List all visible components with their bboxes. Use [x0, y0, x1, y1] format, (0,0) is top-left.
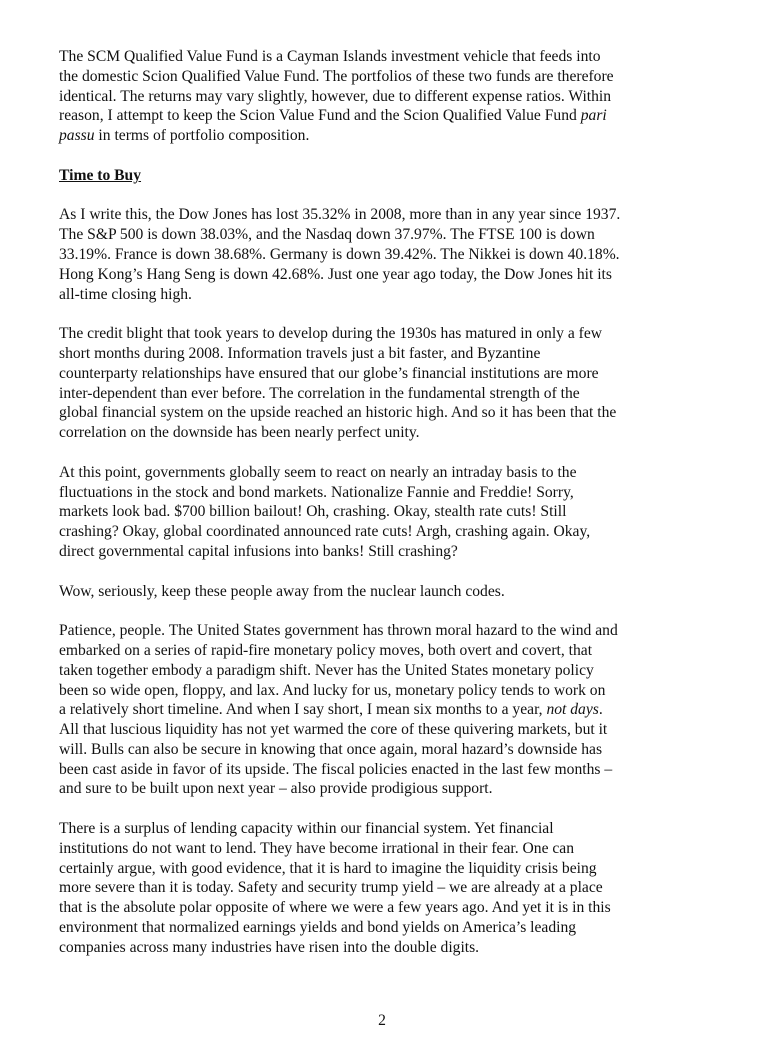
paragraph-lending-capacity [59, 819, 709, 958]
text-line: inter-dependent than ever before. The correlation in the fundamental strength of the [59, 384, 580, 402]
text-line: direct governmental capital infusions into banks! Still crashing? [59, 542, 458, 560]
text-line: companies across many industries have risen into the double digits. [59, 938, 480, 956]
text-line: taken together embody a paradigm shift. Never has the United States monetary policy [59, 661, 594, 679]
text-segment: in terms of portfolio composition. [94, 127, 310, 145]
text-segment: a relatively short timeline. And when I say short, I mean six months to a year, [59, 701, 547, 719]
text-line: environment that normalized earnings yields and bond yields on America’s leading [59, 919, 577, 937]
intro-paragraph [59, 47, 709, 146]
text-line: At this point, governments globally seem to react on nearly an intraday basis to the [59, 463, 577, 481]
text-line: been so wide open, floppy, and lax. And lucky for us, monetary policy tends to work on [59, 681, 606, 699]
text-line: Wow, seriously, keep these people away from the nuclear launch codes. [59, 582, 505, 600]
paragraph-government-reaction [59, 463, 709, 562]
italic-term: pari [580, 107, 607, 125]
text-line: markets look bad. $700 billion bailout! Oh, crashing. Okay, stealth rate cuts! Still [59, 503, 567, 521]
text-line: The SCM Qualified Value Fund is a Cayman Islands investment vehicle that feeds into [59, 48, 601, 65]
text-line: institutions do not want to lend. They have become irrational in their fear. One can [59, 839, 575, 857]
paragraph-launch-codes [59, 582, 709, 602]
text-line: more severe than it is today. Safety and security trump yield – we are already at a place [59, 879, 603, 897]
text-line: All that luscious liquidity has not yet warmed the core of these quivering markets, but it [59, 721, 608, 739]
page-number: 2 [378, 1012, 386, 1029]
paragraph-credit-blight [59, 324, 709, 443]
text-line: short months during 2008. Information travels just a bit faster, and Byzantine [59, 344, 541, 362]
text-line: and sure to be built upon next year – also provide prodigious support. [59, 780, 493, 798]
text-line: the domestic Scion Qualified Value Fund. The portfolios of these two funds are therefore [59, 67, 614, 85]
italic-term: not days [546, 701, 599, 719]
text-line: identical. The returns may vary slightly, however, due to different expense ratios. Within [59, 87, 612, 105]
text-line: counterparty relationships have ensured that our globe’s financial institutions are more [59, 364, 599, 382]
text-line: There is a surplus of lending capacity within our financial system. Yet financial [59, 820, 554, 838]
text-line: embarked on a series of rapid-fire monetary policy moves, both overt and covert, that [59, 641, 593, 659]
text-line: The credit blight that took years to develop during the 1930s has matured in only a few [59, 325, 603, 343]
text-line: that is the absolute polar opposite of where we were a few years ago. And yet it is in this [59, 899, 611, 917]
italic-term: passu [59, 127, 95, 145]
text-line: The S&P 500 is down 38.03%, and the Nasdaq down 37.97%. The FTSE 100 is down [59, 226, 595, 244]
paragraph-patience [59, 621, 709, 799]
text-line: will. Bulls can also be secure in knowing that once again, moral hazard’s downside has [59, 740, 603, 758]
text-line: 33.19%. France is down 38.68%. Germany is down 39.42%. The Nikkei is down 40.18%. [59, 245, 620, 263]
section-heading: Time to Buy [59, 166, 142, 184]
text-line: all-time closing high. [59, 285, 192, 303]
text-line [59, 106, 709, 126]
text-line: certainly argue, with good evidence, that it is hard to imagine the liquidity crisis being [59, 859, 597, 877]
text-segment: . [598, 701, 603, 719]
text-line: been cast aside in favor of its upside. The fiscal policies enacted in the last few months – [59, 760, 613, 778]
text-line: fluctuations in the stock and bond markets. Nationalize Fannie and Freddie! Sorry, [59, 483, 574, 501]
text-line: Hong Kong’s Hang Seng is down 42.68%. Just one year ago today, the Dow Jones hit its [59, 265, 612, 283]
text-column [59, 47, 709, 958]
text-line: As I write this, the Dow Jones has lost 35.32% in 2008, more than in any year since 1937. [59, 206, 621, 224]
text-line: crashing? Okay, global coordinated announced rate cuts! Argh, crashing again. Okay, [59, 523, 591, 541]
text-line: correlation on the downside has been nearly perfect unity. [59, 424, 420, 442]
text-line: global financial system on the upside reached an historic high. And so it has been that the [59, 404, 617, 422]
text-line [59, 126, 709, 146]
text-segment: reason, I attempt to keep the Scion Value Fund and the Scion Qualified Value Fund [59, 107, 577, 125]
text-line: Patience, people. The United States government has thrown moral hazard to the wind and [59, 622, 618, 640]
paragraph-market-declines [59, 205, 709, 304]
text-line [59, 700, 709, 720]
